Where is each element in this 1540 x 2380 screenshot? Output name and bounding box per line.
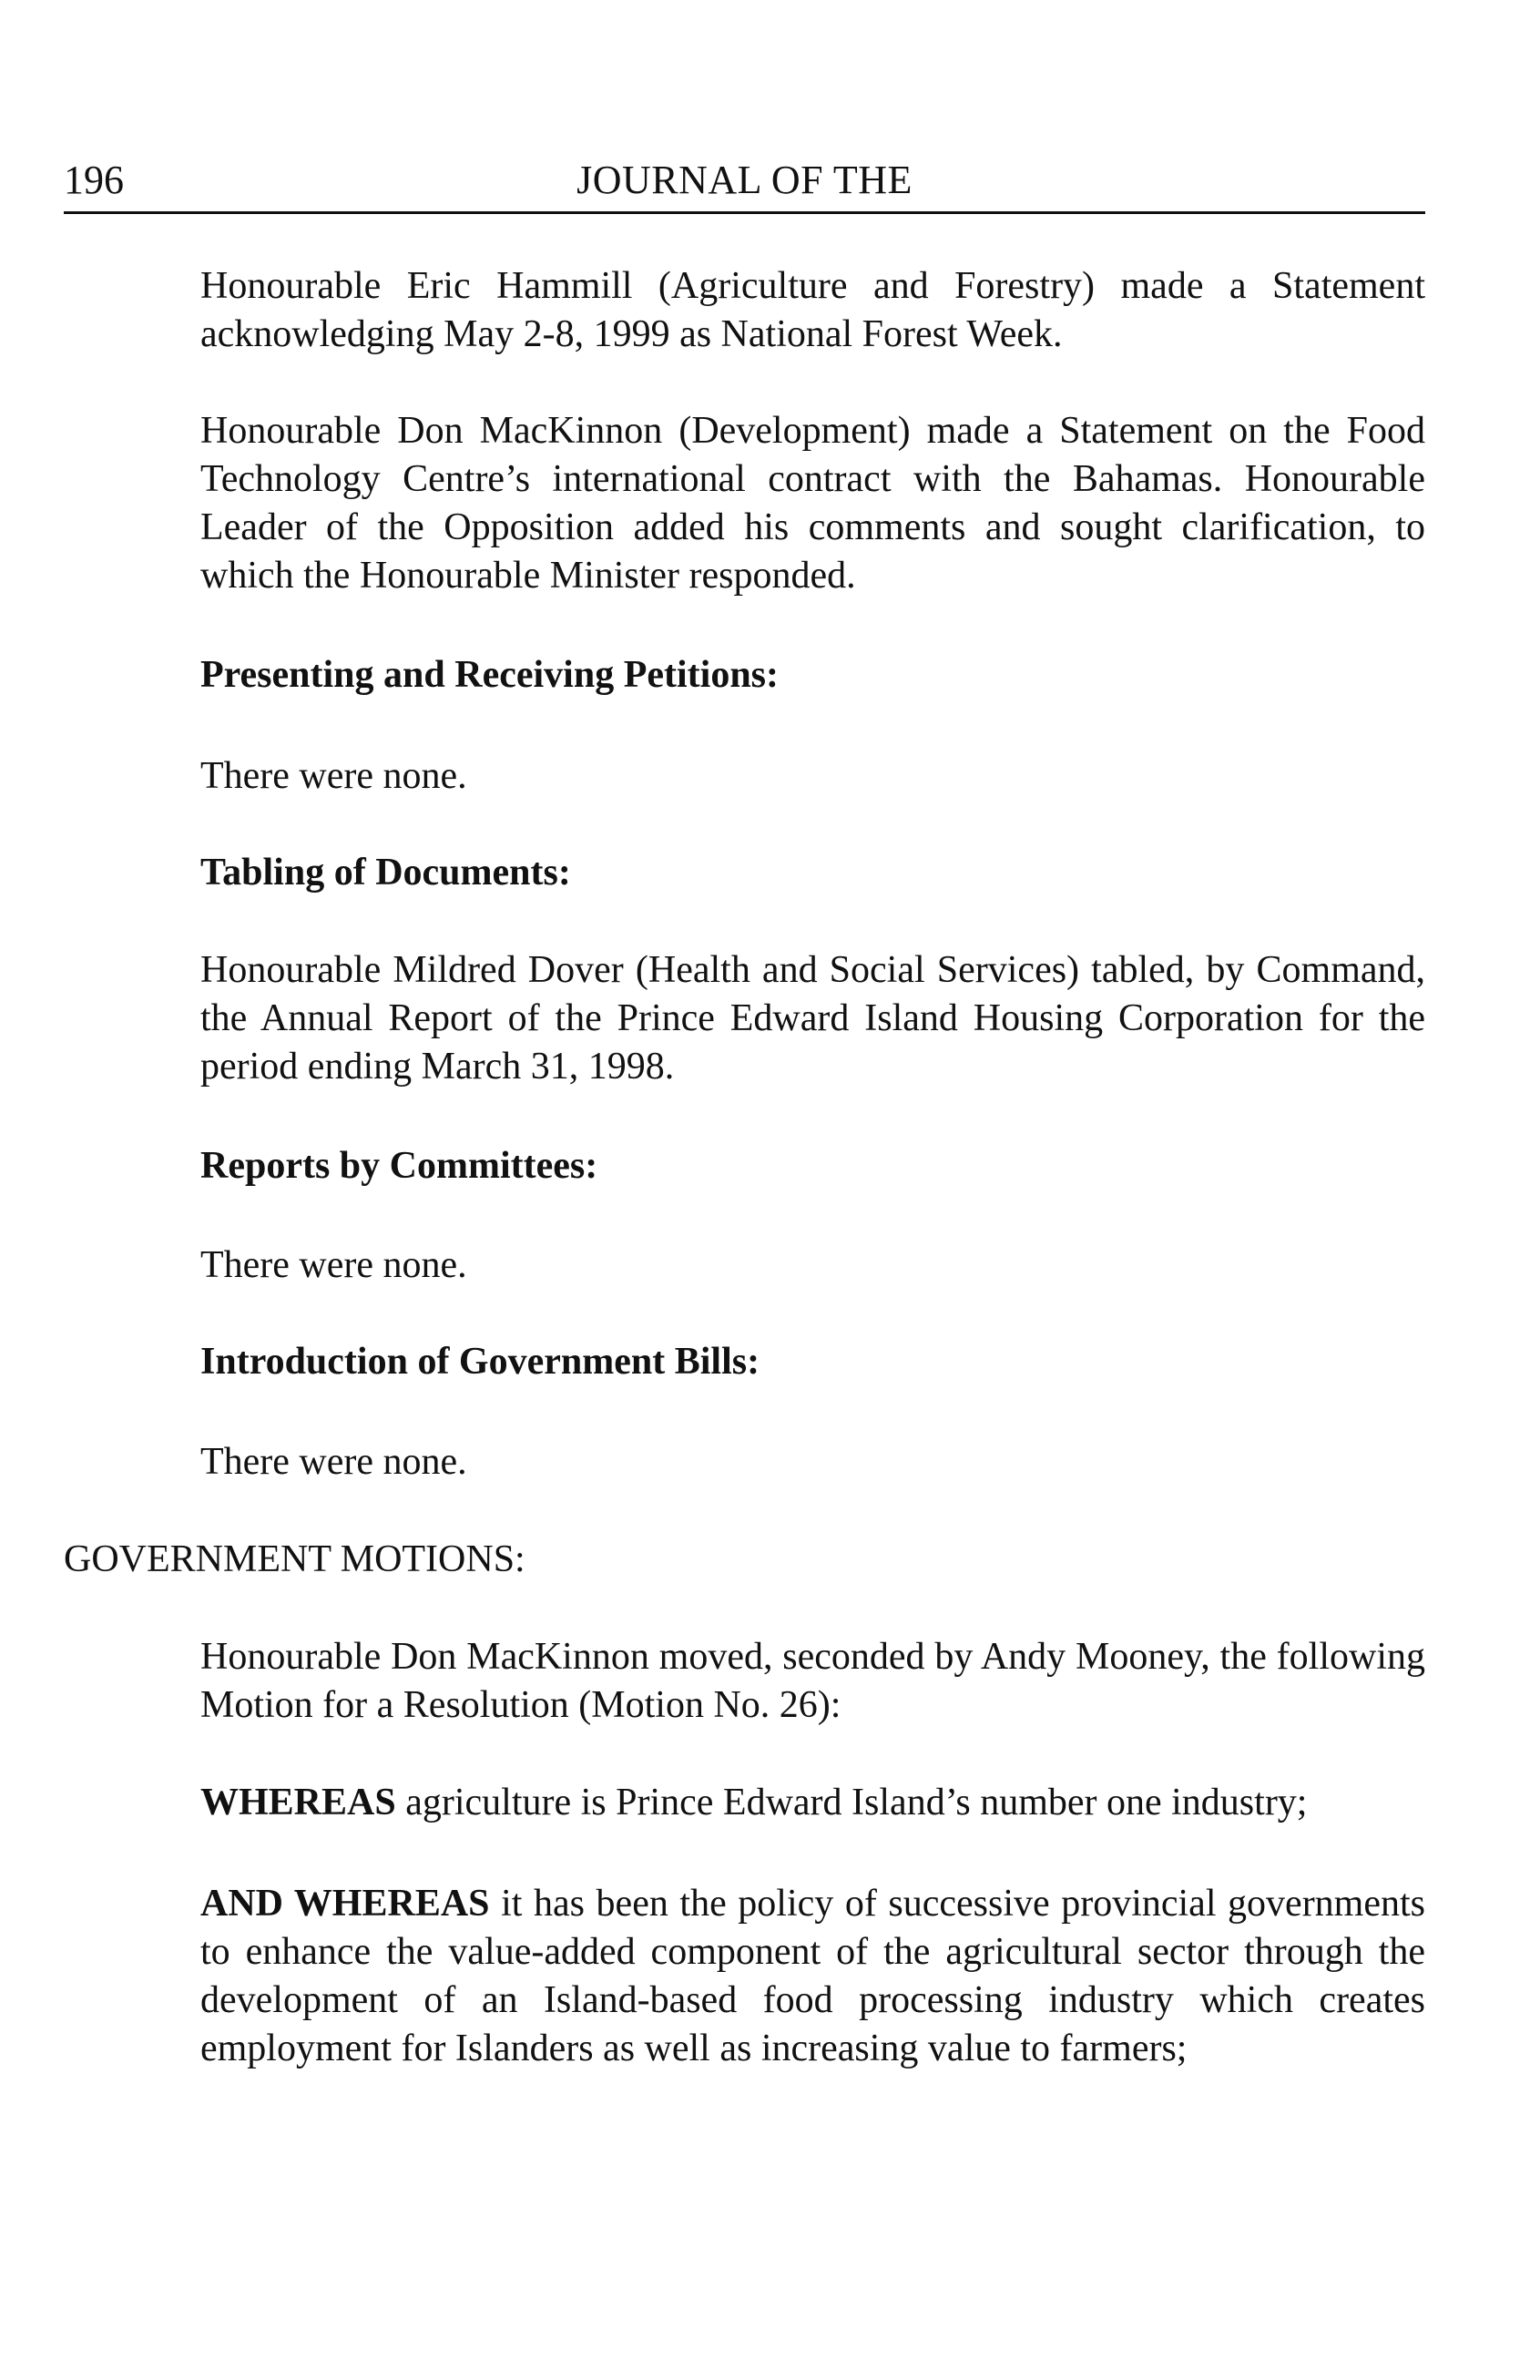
heading-reports: Reports by Committees: (200, 1145, 598, 1187)
statement-mackinnon: Honourable Don MacKinnon (Development) made a Statement on the Food Technology Centre’s international contract with the Bahamas. Honourable Leader of the Opposition added his comments and sought clarification, to which the Honourable Minister responded. (200, 410, 1425, 597)
statement-hammill: Honourable Eric Hammill (Agriculture and Forestry) made a Statement acknowledging May 2-8, 1999 as National Forest Week. (200, 265, 1425, 355)
page-header (64, 157, 1425, 214)
motion-intro: Honourable Don MacKinnon moved, seconded by Andy Mooney, the following Motion for a Resolution (Motion No. 26): (200, 1636, 1425, 1726)
page-number: 196 (64, 158, 124, 202)
whereas-text: agriculture is Prince Edward Island’s number one industry; (395, 1782, 1308, 1823)
and-whereas-keyword: AND WHEREAS (200, 1883, 490, 1925)
whereas-clause-1 (200, 1779, 1425, 1827)
petitions-text: There were none. (200, 755, 467, 797)
heading-bills: Introduction of Government Bills: (200, 1341, 760, 1383)
whereas-clause-2 (200, 1880, 1425, 2073)
bills-text: There were none. (200, 1441, 467, 1483)
heading-petitions: Presenting and Receiving Petitions: (200, 654, 780, 696)
whereas-keyword: WHEREAS (200, 1782, 396, 1823)
heading-government-motions: GOVERNMENT MOTIONS: (64, 1538, 525, 1580)
heading-tabling: Tabling of Documents: (200, 852, 571, 894)
running-title: JOURNAL OF THE (576, 158, 913, 202)
and-whereas-text: it has been the policy of successive provincial governments to enhance the value-added component of the agricultural sector through the development of an Island-based food processing industry which creates employment for Islanders as well as increasing value to farmers; (200, 1883, 1426, 2069)
tabling-text: Honourable Mildred Dover (Health and Social Services) tabled, by Command, the Annual Report of the Prince Edward Island Housing Corporation for the period ending March 31, 1998. (200, 949, 1425, 1088)
reports-text: There were none. (200, 1244, 467, 1286)
